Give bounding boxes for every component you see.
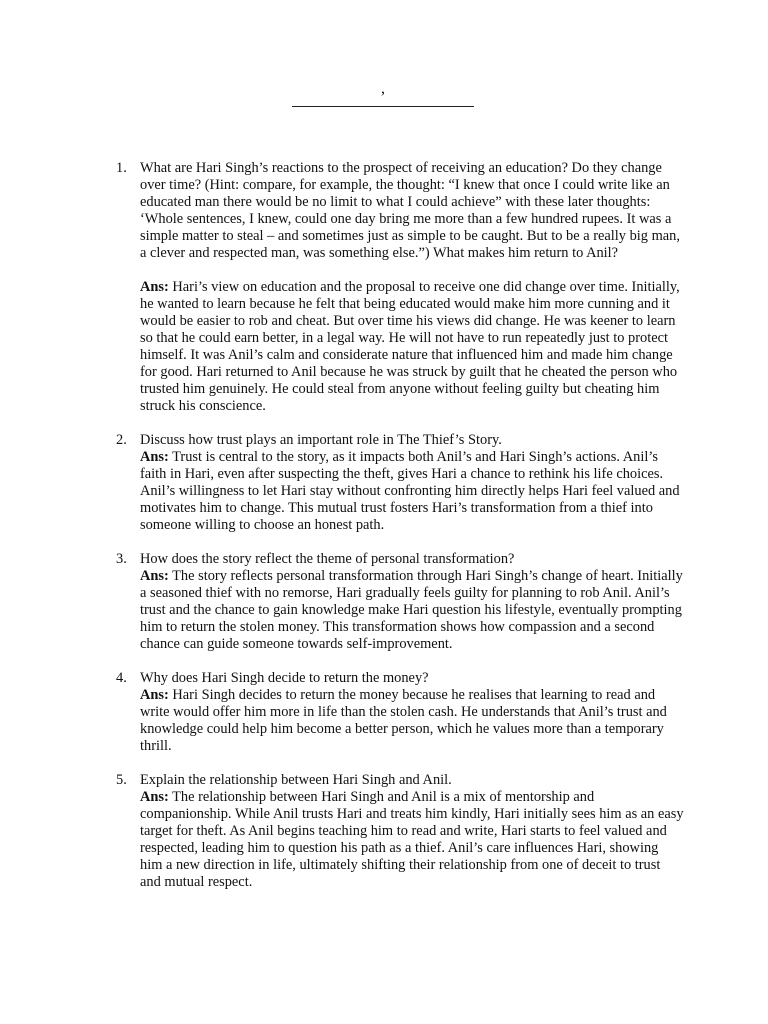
answer-text: Hari Singh decides to return the money because he realises that learning to read and write would offer him more in life than the stolen cash. He understands that Anil’s trust and knowledge could help him become a better person, which he values more than a temporary thrill. xyxy=(140,687,667,754)
answer-block xyxy=(140,449,684,534)
answer-text: The story reflects personal transformation through Hari Singh’s change of heart. Initially a seasoned thief with no remorse, Hari gradually feels guilty for planning to rob Anil. Anil’s trust and the chance to gain knowledge make Hari question his lifestyle, eventually prompting him to return the stolen money. This transformation shows how compassion and a second chance can guide someone towards self-improvement. xyxy=(140,568,683,652)
answer-block xyxy=(140,687,684,755)
answer-label: Ans: xyxy=(140,789,169,805)
question-number: 2. xyxy=(116,432,127,448)
question-text: Explain the relationship between Hari Singh and Anil. xyxy=(140,772,452,788)
question-item-1 xyxy=(104,160,684,415)
question-text: How does the story reflect the theme of personal transformation? xyxy=(140,551,515,567)
page-title: , xyxy=(381,80,385,97)
answer-block xyxy=(140,568,684,653)
answer-block xyxy=(140,789,684,891)
answer-text: The relationship between Hari Singh and Anil is a mix of mentorship and companionship. While Anil trusts Hari and treats him kindly, Hari initially sees him as an easy target for theft. As Anil begins teaching him to read and write, Hari starts to feel valued and respected, leading him to question his path as a thief. Anil’s care influences Hari, showing him a new direction in life, ultimately shifting their relationship from one of deceit to trust and mutual respect. xyxy=(140,789,684,890)
question-list xyxy=(104,160,684,908)
question-text: What are Hari Singh’s reactions to the prospect of receiving an education? Do they change over time? (Hint: compare, for example, the thought: “I knew that once I could write like an educated man there would be no limit to what I could achieve” with these later thoughts: ‘Whole sentences, I knew, could one day bring me more than a few hundred rupees. It was a simple matter to steal – and sometimes just as simple to be caught. But to be a really big man, a clever and respected man, was something else.”) What makes him return to Anil? xyxy=(140,160,680,261)
answer-label: Ans: xyxy=(140,449,169,465)
question-item-4 xyxy=(104,670,684,755)
title-underline xyxy=(292,78,474,107)
answer-label: Ans: xyxy=(140,568,169,584)
question-number: 3. xyxy=(116,551,127,567)
question-number: 1. xyxy=(116,160,127,176)
answer-label: Ans: xyxy=(140,279,169,295)
answer-block xyxy=(140,279,684,415)
question-number: 5. xyxy=(116,772,127,788)
answer-text: Trust is central to the story, as it impacts both Anil’s and Hari Singh’s actions. Anil’s faith in Hari, even after suspecting the theft, gives Hari a chance to rethink his life choices. Anil’s willingness to let Hari stay without confronting him directly helps Hari feel valued and motivates him to change. This mutual trust fosters Hari’s transformation from a thief into someone willing to choose an honest path. xyxy=(140,449,680,533)
question-text: Discuss how trust plays an important role in The Thief’s Story. xyxy=(140,432,502,448)
question-item-3 xyxy=(104,551,684,653)
answer-text: Hari’s view on education and the proposal to receive one did change over time. Initially, he wanted to learn because he felt that being educated would make him more cunning and it would be easier to rob and cheat. But over time his views did change. He was keener to learn so that he could earn better, in a legal way. He will not have to run repeatedly just to protect himself. It was Anil’s calm and considerate nature that influenced him and made him change for good. Hari returned to Anil because he was struck by guilt that he cheated the person who trusted him genuinely. He could steal from anyone without feeling guilty but cheating him struck his conscience. xyxy=(140,279,680,414)
question-number: 4. xyxy=(116,670,127,686)
question-text: Why does Hari Singh decide to return the money? xyxy=(140,670,429,686)
answer-label: Ans: xyxy=(140,687,169,703)
question-item-2 xyxy=(104,432,684,534)
question-item-5 xyxy=(104,772,684,891)
